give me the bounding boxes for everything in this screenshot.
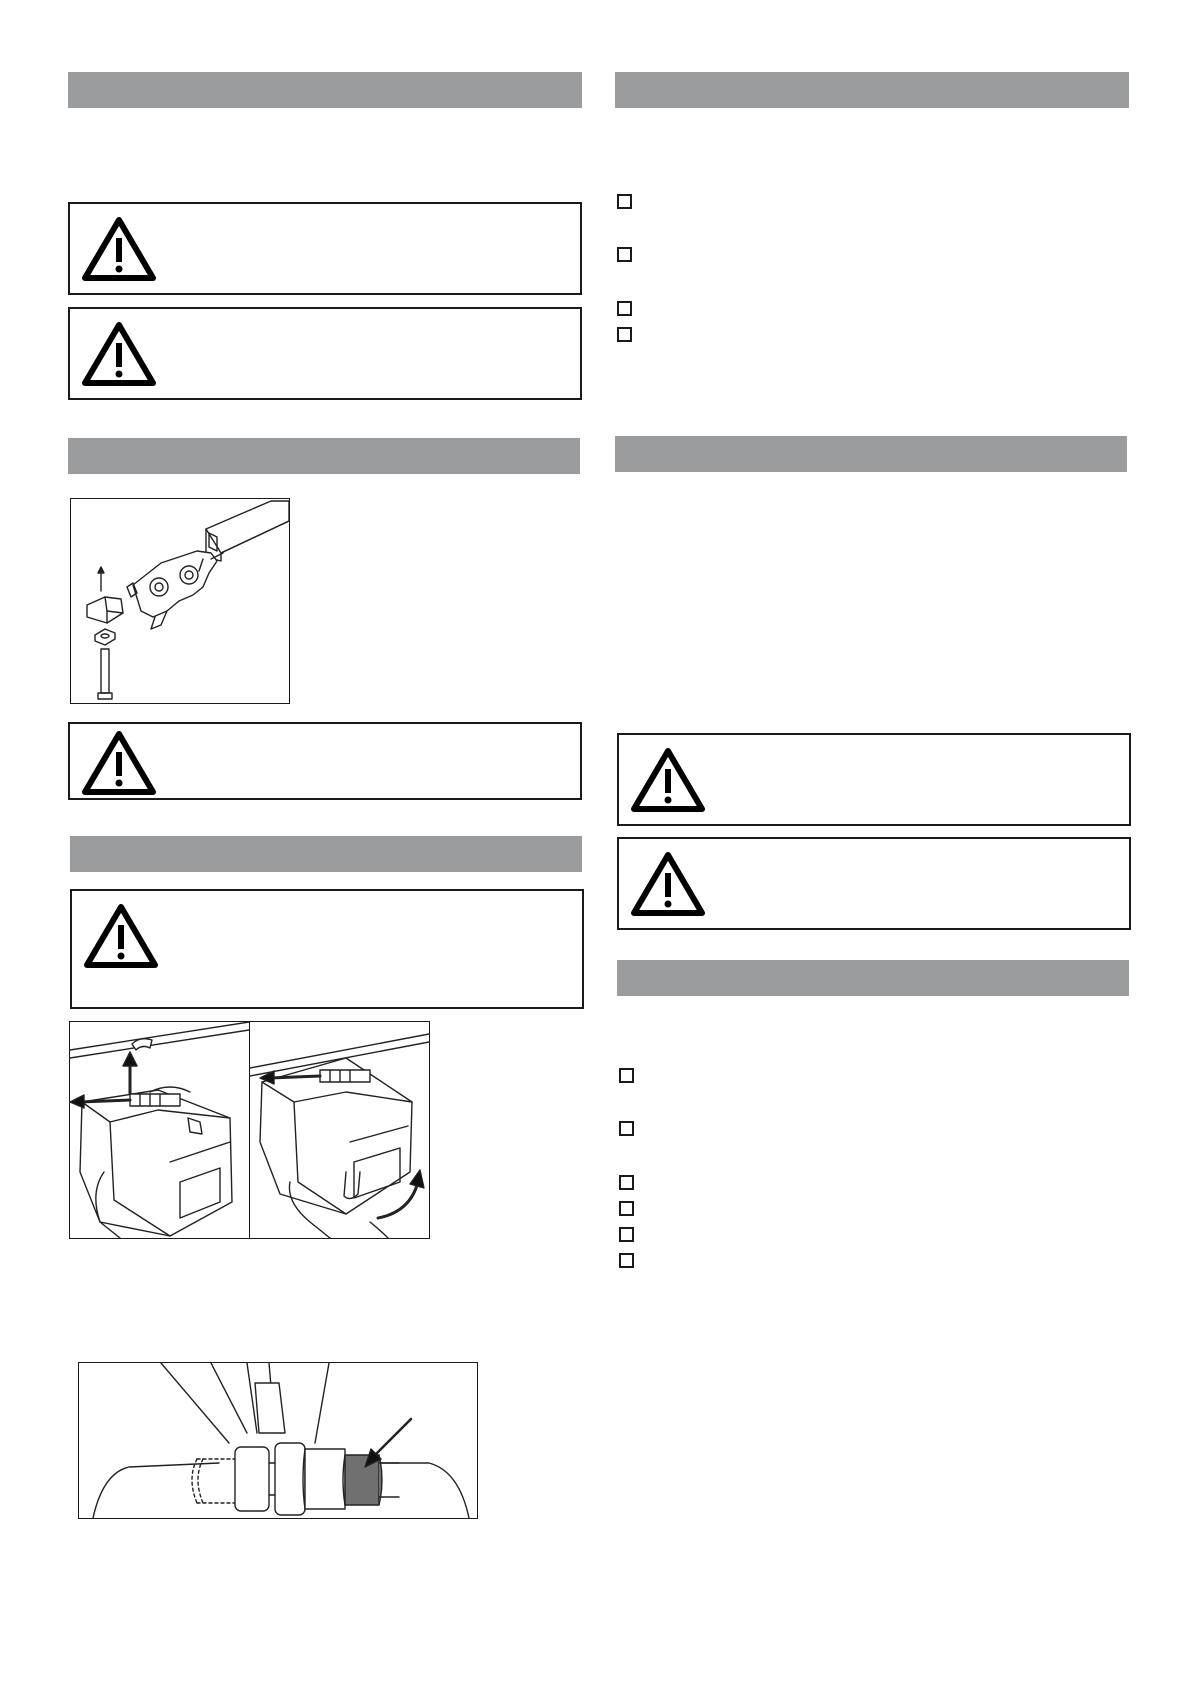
checkbox[interactable] — [619, 1175, 634, 1190]
section-header-mid-left — [68, 438, 580, 474]
checkbox[interactable] — [617, 327, 632, 342]
warning-box-6 — [617, 837, 1131, 930]
tilt-motor-figure — [249, 1021, 430, 1239]
checkbox[interactable] — [617, 247, 632, 262]
warning-triangle-icon — [84, 903, 158, 969]
warning-triangle-icon — [82, 321, 156, 387]
checkbox[interactable] — [617, 194, 632, 209]
checkbox[interactable] — [619, 1253, 634, 1268]
carriage-bracket-figure — [70, 498, 290, 704]
warning-triangle-icon — [82, 216, 156, 282]
checkbox[interactable] — [619, 1227, 634, 1242]
section-header-lower-right — [617, 960, 1129, 996]
remove-motor-figure — [69, 1021, 250, 1239]
checkbox[interactable] — [619, 1121, 634, 1136]
section-header-lower-left — [70, 836, 582, 872]
warning-triangle-icon — [82, 730, 156, 796]
checkbox[interactable] — [619, 1068, 634, 1083]
warning-triangle-icon — [631, 851, 705, 917]
checkbox[interactable] — [617, 301, 632, 316]
section-header-top-left — [68, 72, 582, 108]
shaft-coupling-figure — [78, 1362, 478, 1519]
section-header-mid-right — [615, 436, 1127, 472]
warning-triangle-icon — [631, 747, 705, 813]
warning-box-4 — [70, 889, 584, 1009]
warning-box-1 — [68, 202, 582, 295]
warning-box-5 — [617, 733, 1131, 826]
checkbox[interactable] — [619, 1201, 634, 1216]
section-header-top-right — [615, 72, 1129, 108]
warning-box-2 — [68, 307, 582, 400]
warning-box-3 — [68, 722, 582, 800]
